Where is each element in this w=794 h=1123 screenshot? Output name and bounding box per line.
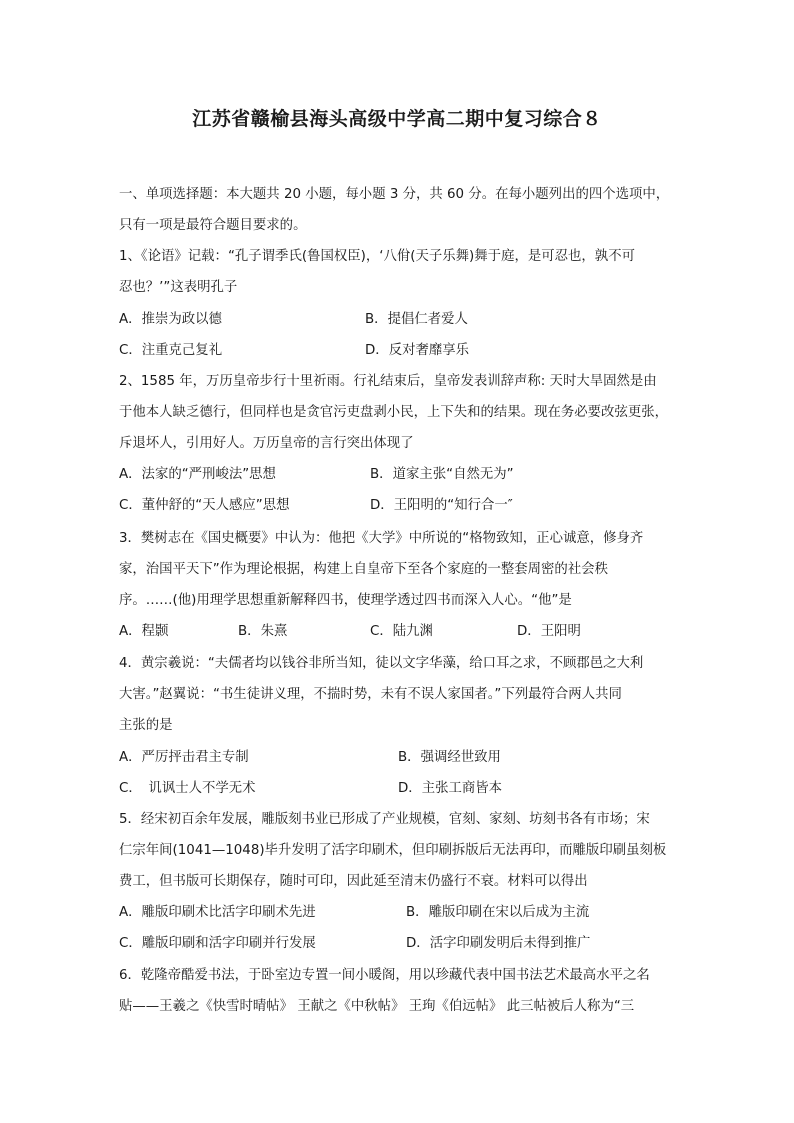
q3-stem-line-2: 家，治国平天下”作为理论根据，构建上自皇帝下至各个家庭的一整套周密的社会秩 (119, 562, 608, 577)
q3-option-c: C．陆九渊 (370, 624, 433, 639)
q1-stem-line-1: 1、《论语》记载：“孔子谓季氏(鲁国权臣)，‘八佾(天子乐舞)舞于庭，是可忍也，孰不可 (119, 249, 635, 264)
page-title: 江苏省赣榆县海头高级中学高二期中复习综合８ (192, 108, 602, 130)
q1-option-b: B．提倡仁者爱人 (365, 312, 468, 327)
section-intro-line-1: 一、单项选择题：本大题共 20 小题，每小题 3 分，共 60 分。在每小题列出的四个选项中， (119, 187, 670, 202)
q2-stem-line-1: 2、1585 年，万历皇帝步行十里祈雨。行礼结束后，皇帝发表训辞声称: 天时大旱固然是由 (119, 374, 657, 389)
q2-stem-line-3: 斥退坏人，引用好人。万历皇帝的言行突出体现了 (119, 436, 414, 451)
q4-stem-line-1: 4．黄宗羲说：“夫儒者均以钱谷非所当知，徒以文字华藻，给口耳之求，不顾郡邑之大利 (119, 656, 644, 671)
q5-option-b: B．雕版印刷在宋以后成为主流 (406, 905, 590, 920)
q3-option-b: B．朱熹 (238, 624, 288, 639)
q6-stem-line-1: 6．乾隆帝酷爱书法，于卧室边专置一间小暖阁，用以珍藏代表中国书法艺术最高水平之名 (119, 968, 650, 983)
q2-option-b: B．道家主张“自然无为” (370, 467, 514, 482)
q4-stem-line-3: 主张的是 (119, 718, 173, 733)
q2-option-a: A．法家的“严刑峻法”思想 (119, 467, 276, 482)
q5-option-c: C．雕版印刷和活字印刷并行发展 (119, 936, 316, 951)
q4-option-b: B．强调经世致用 (398, 750, 501, 765)
section-intro-line-2: 只有一项是最符合题目要求的。 (119, 218, 307, 233)
q4-option-c: C． 讥讽士人不学无术 (119, 781, 256, 796)
q5-option-d: D．活字印刷发明后未得到推广 (406, 936, 591, 951)
q3-option-a: A．程颢 (119, 624, 169, 639)
q2-stem-line-2: 于他本人缺乏德行，但同样也是贪官污吏盘剥小民，上下失和的结果。现在务必要改弦更张， (119, 405, 669, 420)
q4-stem-line-2: 大害。”赵翼说：“书生徒讲义理，不揣时势，未有不误人家国者。”下列最符合两人共同 (119, 687, 622, 702)
q1-option-d: D．反对奢靡享乐 (365, 343, 470, 358)
q1-option-a: A．推崇为政以德 (119, 312, 222, 327)
q3-stem-line-3: 序。……(他)用理学思想重新解释四书，使理学透过四书而深入人心。“他”是 (119, 593, 572, 608)
q6-stem-line-2: 贴——王羲之《快雪时晴帖》 王献之《中秋帖》 王珣《伯远帖》 此三帖被后人称为“三 (119, 999, 635, 1014)
q4-option-d: D．主张工商皆本 (398, 781, 503, 796)
q4-option-a: A．严厉抨击君主专制 (119, 750, 249, 765)
q2-option-d: D．王阳明的“知行合一″ (370, 498, 513, 513)
q3-option-d: D．王阳明 (517, 624, 581, 639)
q5-stem-line-3: 费工，但书版可长期保存，随时可印，因此延至清末仍盛行不衰。材料可以得出 (119, 874, 588, 889)
q3-stem-line-1: 3．樊树志在《国史概要》中认为：他把《大学》中所说的“格物致知，正心诚意，修身齐 (119, 531, 644, 546)
q2-option-c: C．董仲舒的“天人感应”思想 (119, 498, 290, 513)
q1-option-c: C．注重克己复礼 (119, 343, 223, 358)
q5-stem-line-2: 仁宗年间(1041—1048)毕升发明了活字印刷术，但印刷拆版后无法再印，而雕版印刷虽刻板 (119, 843, 667, 858)
q5-option-a: A．雕版印刷术比活字印刷术先进 (119, 905, 316, 920)
q1-stem-line-2: 忍也？’”这表明孔子 (119, 280, 238, 295)
q5-stem-line-1: 5．经宋初百余年发展，雕版刻书业已形成了产业规模，官刻、家刻、坊刻书各有市场；宋 (119, 812, 650, 827)
